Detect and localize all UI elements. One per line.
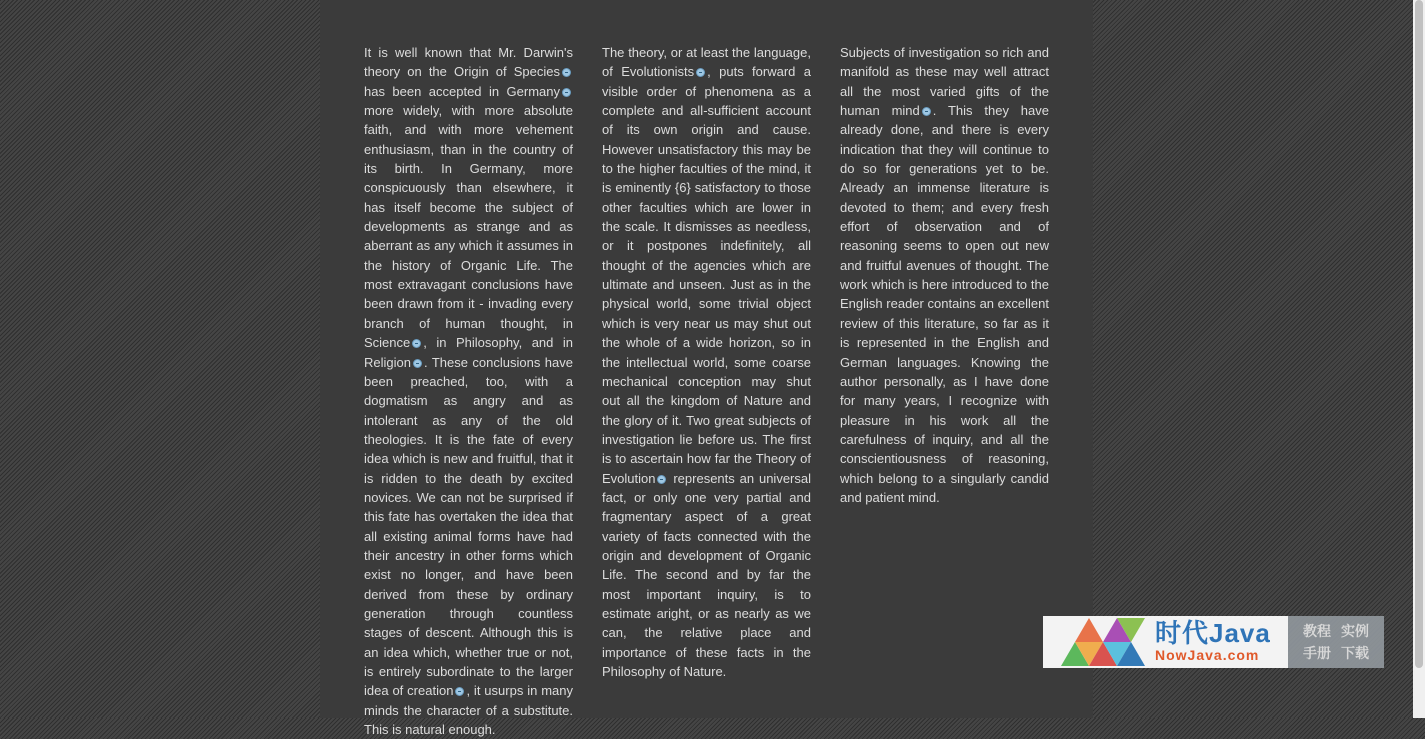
scrollbar-thumb[interactable] [1415, 0, 1423, 668]
footnote-icon[interactable] [562, 68, 571, 77]
watermark-link-tutorial[interactable]: 教程 [1303, 623, 1331, 639]
footnote-icon[interactable] [412, 339, 421, 348]
text-column-1 [364, 43, 573, 739]
watermark-url[interactable]: NowJava.com [1155, 647, 1260, 663]
text-segment: has been accepted in Germany [364, 83, 560, 99]
book-page [320, 0, 1093, 738]
text-segment: more widely, with more absolute faith, and with more vehement enthusiasm, than in the country of its birth. In Germany, more conspicuously than elsewhere, it has itself become the subject of developments as strange and as aberrant as any which it assumes in the history of Organic Life. The most extravagant conclusions have been drawn from it - invading every branch of human thought, in Science [364, 103, 573, 351]
footnote-icon[interactable] [657, 475, 666, 484]
text-segment: represents an universal fact, or only one very partial and fragmentary aspect of a great variety of facts connected with the origin and development of Organic Life. The second and by far the most important inquiry, is to estimate aright, or as nearly as we can, the relative place and importance of these facts in the Philosophy of Nature. [602, 470, 811, 679]
text-column-3 [840, 43, 1049, 507]
footnote-icon[interactable] [455, 687, 464, 696]
watermark-link-download[interactable]: 下载 [1341, 645, 1369, 661]
text-segment: It is well known that Mr. Darwin's theory on the Origin of Species [364, 45, 573, 80]
text-segment: , puts forward a visible order of phenomena as a complete and all-sufficient account of its own origin and cause. However unsatisfactory this may be to the higher faculties of the mind, it is eminently {6} satisfactory to those other faculties which are lower in the scale. It dismisses as needless, or it postpones indefinitely, all thought of the agencies which are ultimate and unseen. Just as in the physical world, some trivial object which is very near us may shut out the whole of a wide horizon, so in the intellectual world, some coarse mechanical conception may shut out all the kingdom of Nature and the glory of it. Two great subjects of investigation lie before us. The first is to ascertain how far the Theory of Evolution [602, 64, 811, 486]
footnote-icon[interactable] [413, 359, 422, 368]
text-segment: The theory, or at least the language, of Evolutionists [602, 45, 811, 80]
text-segment: Subjects of investigation so rich and manifold as these may well attract all the most varied gifts of the human mind [840, 45, 1049, 119]
footnote-icon[interactable] [922, 107, 931, 116]
watermark-link-examples[interactable]: 实例 [1341, 623, 1369, 639]
text-segment: . This they have already done, and there is every indication that they will continue to do so for generations yet to be. Already an immense literature is devoted to them; and every fresh effort of observation and of reasoning seems to open out new and fruitful avenues of thought. The work which is here introduced to the English reader contains an excellent review of this literature, so far as it is represented in the English and German languages. Knowing the author personally, as I have done for many years, I recognize with pleasure in his work all the carefulness of inquiry, and all the conscientiousness of reasoning, which belong to a singularly candid and patient mind. [840, 103, 1049, 505]
footnote-icon[interactable] [696, 68, 705, 77]
watermark-links [1288, 616, 1384, 668]
footnote-icon[interactable] [562, 88, 571, 97]
triangle-logo-icon [1057, 616, 1153, 668]
watermark-link-manual[interactable]: 手册 [1303, 645, 1331, 661]
watermark-title: 时代Java [1155, 618, 1271, 648]
text-segment: . These conclusions have been preached, too, with a dogmatism as angry and as intolerant as any of the old theologies. It is the fate of every idea which is new and fruitful, that it is ridden to the death by excited novices. We can not be surprised if this fate has overtaken the idea that all existing animal forms have had their ancestry in other forms which exist no longer, and have been derived from these by ordinary generation through countless stages of descent. Although this is an idea which, whether true or not, is entirely subordinate to the larger idea of creation [364, 354, 573, 699]
vertical-scrollbar[interactable] [1413, 0, 1425, 718]
text-column-2 [602, 43, 811, 681]
text-segment: , in Philosophy, and in Religion [364, 335, 573, 370]
watermark-brand[interactable] [1043, 616, 1288, 668]
site-watermark[interactable] [1043, 616, 1384, 668]
text-segment: , it usurps in many minds the character of a substitute. This is natural enough. [364, 683, 573, 738]
